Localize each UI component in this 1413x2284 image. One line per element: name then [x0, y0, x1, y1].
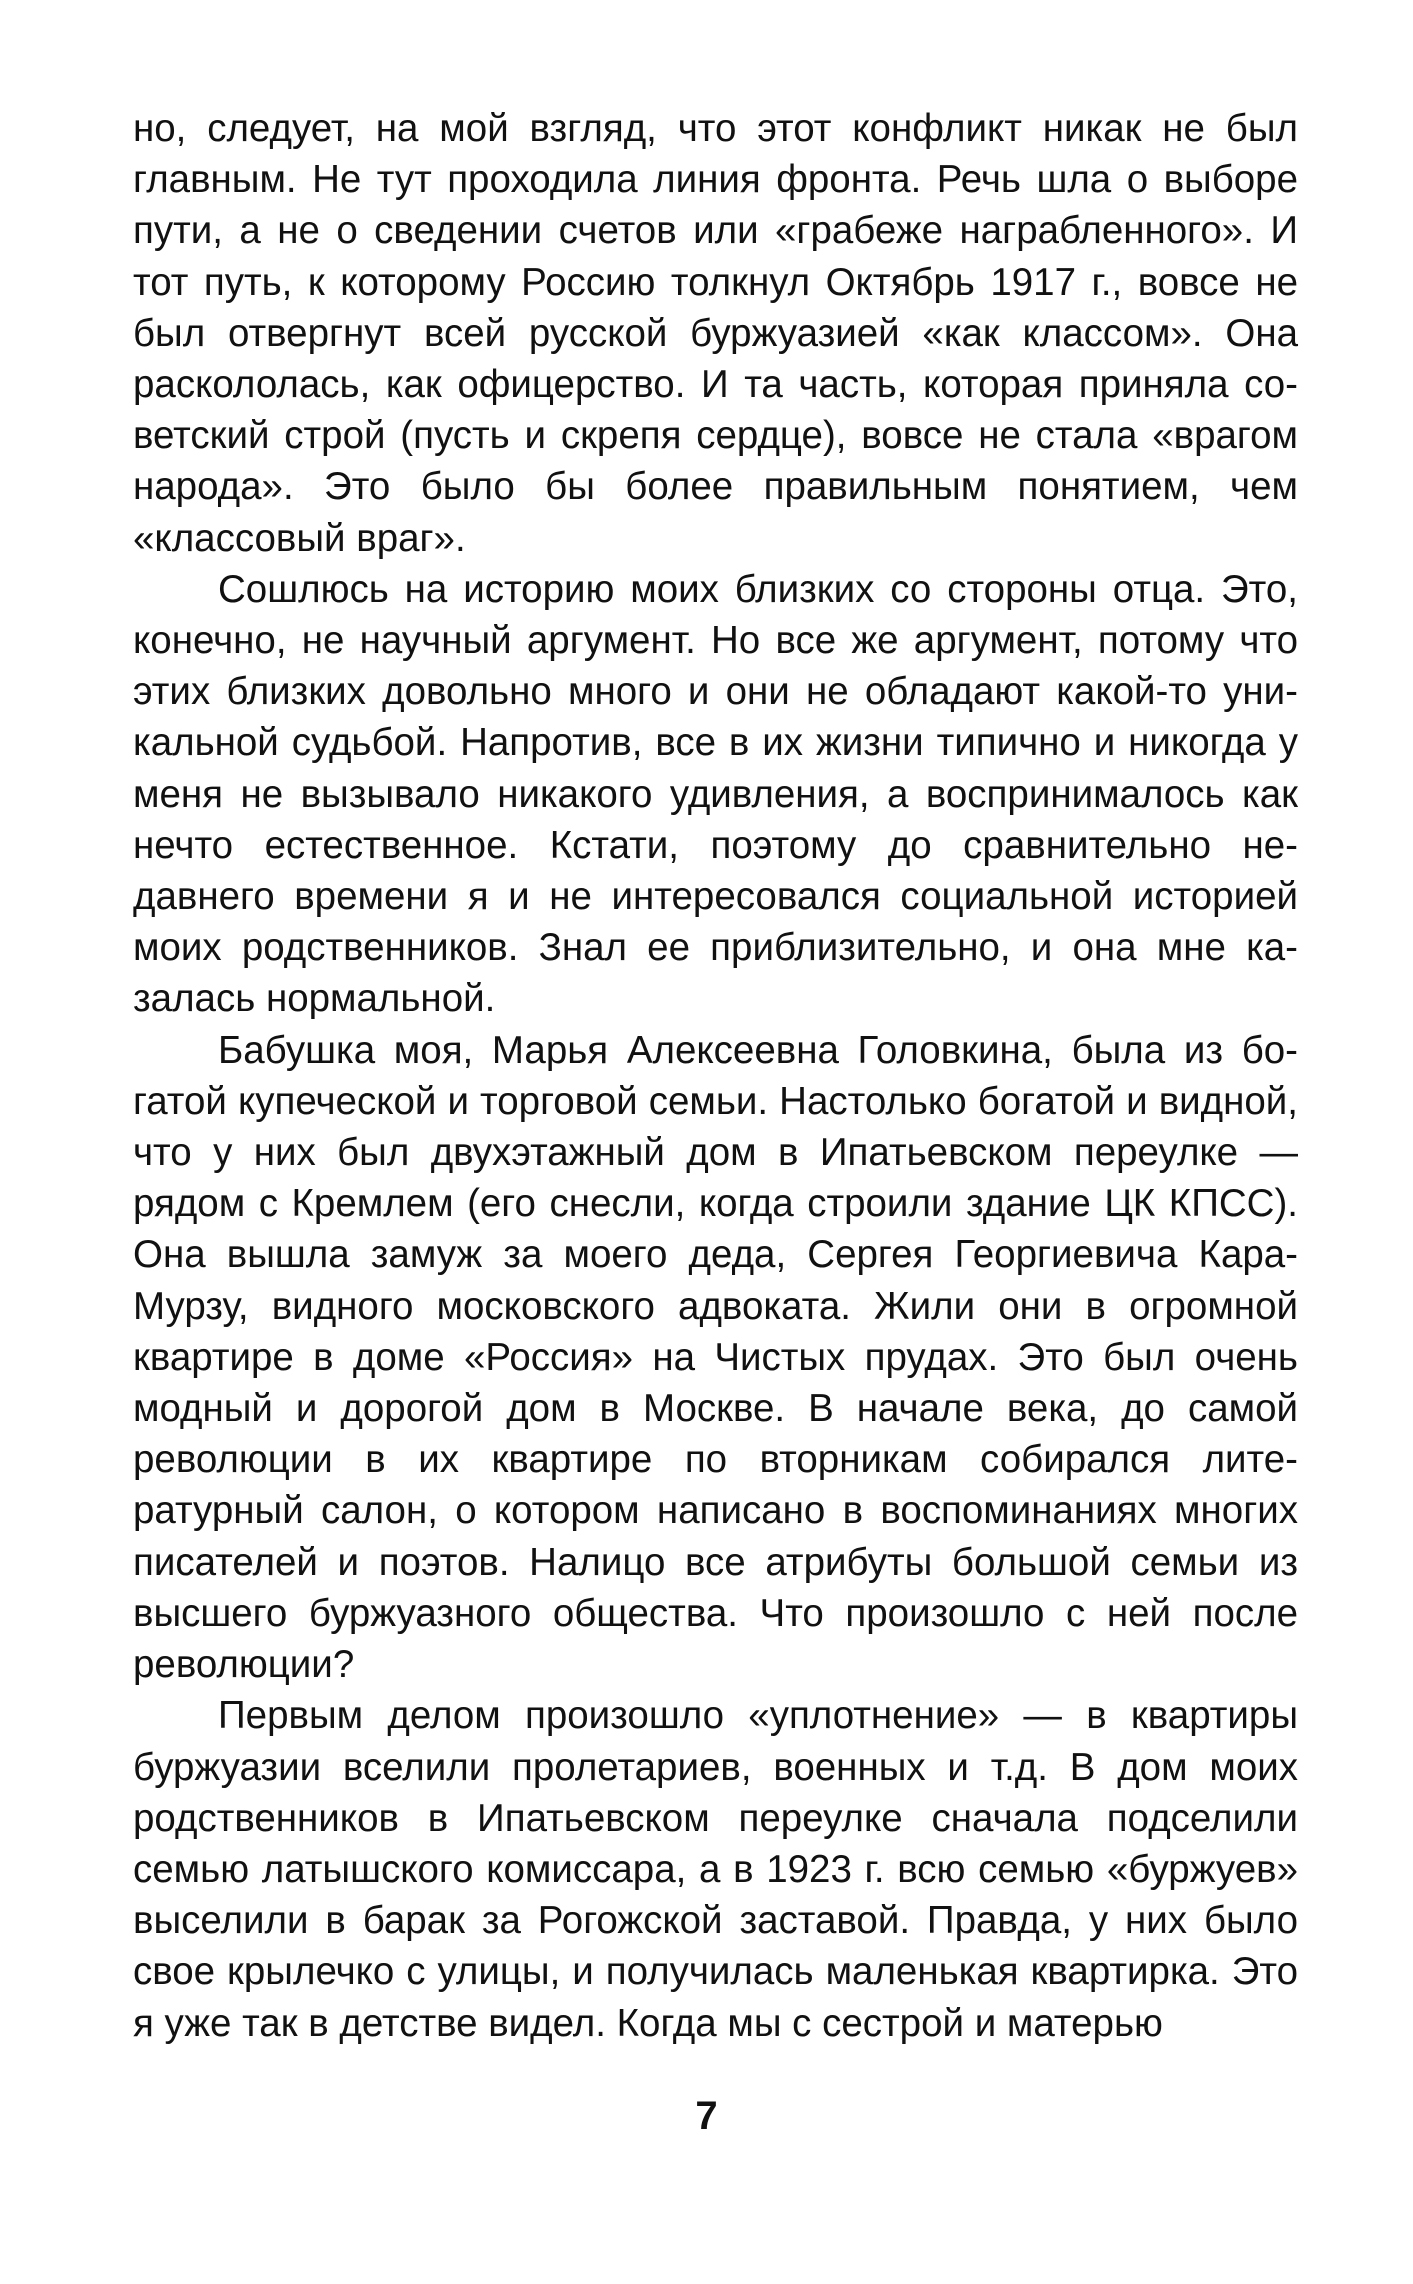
page-number: 7 [695, 2094, 718, 2138]
body-text [133, 103, 1298, 2049]
paragraph-1: но, следует, на мой взгляд, что этот конфликт никак не был главным. Не тут проходила линия фронта. Речь шла о выборе пути, а не о сведении счетов или «грабеже награбленного». И тот путь, к которому Россию толкнул Октябрь 1917 г., вовсе не был отвергнут всей русской буржуазией «как классом». Она раскололась, как офицерство. И та часть, которая приняла советский строй (пусть и скрепя сердце), вовсе не стала «врагом народа». Это было бы более правильным понятием, чем «классовый враг». [133, 107, 1298, 560]
paragraph-2: Сошлюсь на историю моих близких со стороны отца. Это, конечно, не научный аргумент. Но все же аргумент, потому что этих близких довольно много и они не обладают какой-то уникальной судьбой. Напротив, все в их жизни типично и никогда у меня не вызывало никакого удивления, а воспринималось как нечто естественное. Кстати, поэтому до сравнительно недавнего времени я и не интересовался социальной историей моих родственников. Знал ее приблизительно, и она мне казалась нормальной. [133, 567, 1298, 1021]
paragraph-4: Первым делом произошло «уплотнение» — в квартиры буржуазии вселили пролетариев, военных и т.д. В дом моих родственников в Ипатьевском переулке сначала подселили семью латышского комиссара, а в 1923 г. всю семью «буржуев» выселили в барак за Рогожской заставой. Правда, у них было свое крылечко с улицы, и получилась маленькая квартирка. Это я уже так в детстве видел. Когда мы с сестрой и матерью [133, 1694, 1298, 2045]
paragraph-3: Бабушка моя, Марья Алексеевна Головкина, была из богатой купеческой и торговой семьи. Настолько богатой и видной, что у них был двухэтажный дом в Ипатьевском переулке — рядом с Кремлем (его снесли, когда строили здание ЦК КПСС). Она вышла замуж за моего деда, Сергея Георгиевича Кара-Мурзу, видного московского адвоката. Жили они в огромной квартире в доме «Россия» на Чистых прудах. Это был очень модный и дорогой дом в Москве. В начале века, до самой революции в их квартире по вторникам собирался литературный салон, о котором написано в воспоминаниях многих писателей и поэтов. Налицо все атрибуты большой семьи из высшего буржуазного общества. Что произошло с ней после революции? [133, 1028, 1298, 1687]
